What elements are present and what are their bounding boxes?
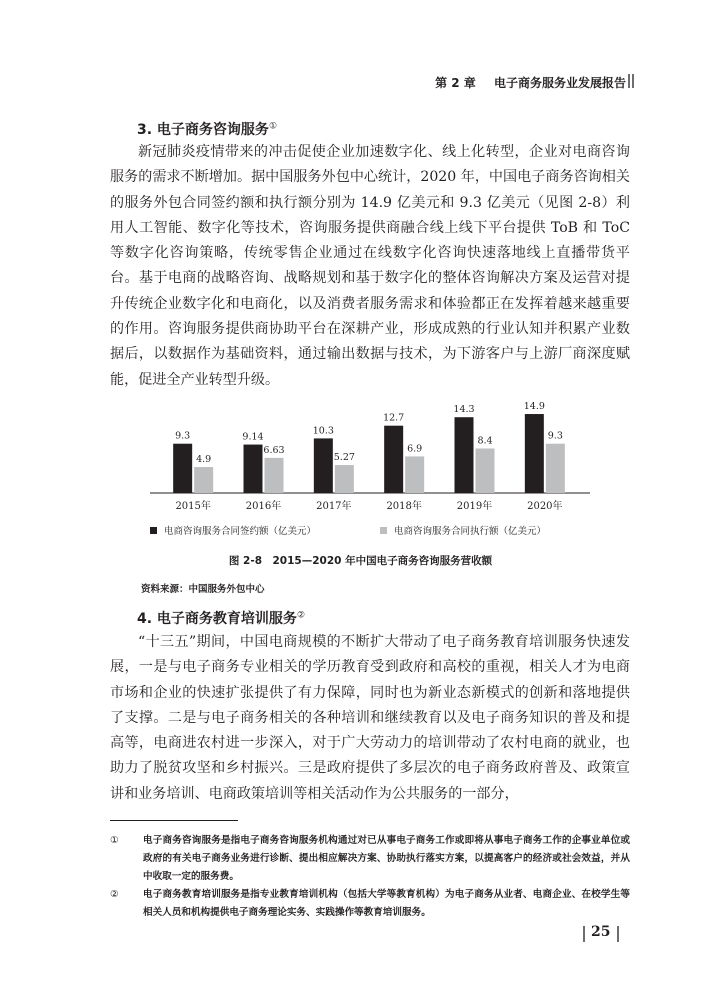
footnote-divider [110,820,238,821]
running-header-chapter: 第 2 章 [435,76,476,90]
bar-contract-2019年 [455,417,474,493]
bar-chart-svg [110,395,610,543]
footnote-1-mark: ① [110,835,119,846]
data-label: 6.63 [263,444,285,456]
bar-contract-2016年 [244,445,263,493]
data-label: 9.3 [547,430,563,442]
x-tick-label: 2016年 [245,501,282,512]
bar-executed-2020年 [546,444,565,493]
legend-label-1: 电商咨询服务合同签约额（亿美元） [164,526,317,537]
figure-source: 资料来源：中国服务外包中心 [141,584,265,595]
bar-executed-2019年 [476,448,495,493]
data-label: 6.9 [407,443,423,455]
x-tick-label: 2020年 [527,501,563,512]
page-number-bar-left [583,926,585,942]
data-label: 14.9 [523,401,545,413]
bar-executed-2017年 [335,465,354,493]
footnote-1-text: 电子商务咨询服务是指电子商务咨询服务机构通过对已从事电子商务工作或即将从事电子商务工作的企事业单位或政府的有关电子商务业务进行诊断、提出相应解决方案、协助执行落实方案，以提高客户的经济或社会效益，并从中收取一定的服务费。 [143,835,630,882]
bar-executed-2018年 [405,456,424,493]
section-3-heading [137,119,277,139]
footnote-2-mark: ② [110,889,119,900]
page-number-bar-right [617,926,619,942]
section-4-heading-text: 4. 电子商务教育培训服务 [137,611,297,627]
section-3-heading-text: 3. 电子商务咨询服务 [137,122,269,138]
running-header-title: 电子商务服务业发展报告 [493,76,626,90]
header-bars-ornament [627,74,637,88]
section-4-paragraph: “十三五”期间，中国电商规模的不断扩大带动了电子商务教育培训服务快速发展，一是与电子商务专业相关的学历教育受到政府和高校的重视，相关人才为电商市场和企业的快速扩张提供了有力保障，同时也为新业态新模式的创新和落地提供了支撑。二是与电子商务相关的各种培训和继续教育以及电子商务知识的普及和提高等，电商进农村进一步深入，对于广大劳动力的培训带动了农村电商的就业，也助力了脱贫攻坚和乡村振兴。三是政府提供了多层次的电子商务政府普及、政策宣讲和业务培训、电商政策培训等相关活动作为公共服务的一部分， [110,634,630,802]
section-4-heading [137,608,305,628]
legend-label-2: 电商咨询服务合同执行额（亿美元） [394,526,547,537]
bar-contract-2020年 [525,414,544,493]
data-label: 14.3 [453,404,475,416]
footnote-2 [110,886,630,922]
bar-contract-2015年 [173,444,192,493]
bar-contract-2018年 [384,426,403,493]
data-label: 8.4 [477,435,493,447]
bar-executed-2016年 [265,458,284,493]
running-header [435,74,626,91]
section-3-paragraph: 新冠肺炎疫情带来的冲击促使企业加速数字化、线上化转型，企业对电商咨询服务的需求不断增加。据中国服务外包中心统计，2020 年，中国电子商务咨询相关的服务外包合同签约额和执行额分别为 14.9 亿美元和 9.3 亿美元（见图 2-8）利用人工智能、数字化等技术，咨询服务提供商融合线上线下平台提供 ToB 和 ToC 等数字化咨询策略，传统零售企业通过在线数字化咨询快速落地线上直播带货平台。基于电商的战略咨询、战略规划和基于数字化的整体咨询解决方案及运营对提升传统企业数字化和电商化，以及消费者服务需求和体验都正在发挥着越来越重要的作用。咨询服务提供商协助平台在深耕产业，形成成熟的行业认知并积累产业数据后，以数据作为基础资料，通过输出数据与技术，为下游客户与上游厂商深度赋能，促进全产业转型升级。 [110,144,630,388]
legend-swatch-1 [150,527,157,534]
footnote-1 [110,832,630,886]
bar-contract-2017年 [314,438,333,493]
footnote-2-text: 电子商务教育培训服务是指专业教育培训机构（包括大学等教育机构）为电子商务从业者、电商企业、在校学生等相关人员和机构提供电子商务理论实务、实践操作等教育培训服务。 [143,889,630,918]
data-label: 12.7 [383,412,405,424]
figure-caption: 图 2-8 2015—2020 年中国电子商务咨询服务营收额 [228,555,493,567]
x-tick-label: 2017年 [316,501,352,512]
legend-swatch-2 [380,527,387,534]
x-tick-label: 2015年 [175,501,211,512]
data-label: 4.9 [196,454,212,466]
x-tick-label: 2018年 [386,501,422,512]
page-number: 25 [591,924,611,940]
x-tick-label: 2019年 [456,501,493,512]
data-label: 9.3 [175,430,191,442]
footnote-ref-2[interactable]: ② [296,610,306,621]
data-label: 10.3 [312,425,334,437]
footnote-ref-1[interactable]: ① [268,121,278,132]
data-label: 5.27 [333,452,355,464]
bar-executed-2015年 [194,467,213,493]
bar-chart [110,395,610,543]
data-label: 9.14 [242,431,264,443]
